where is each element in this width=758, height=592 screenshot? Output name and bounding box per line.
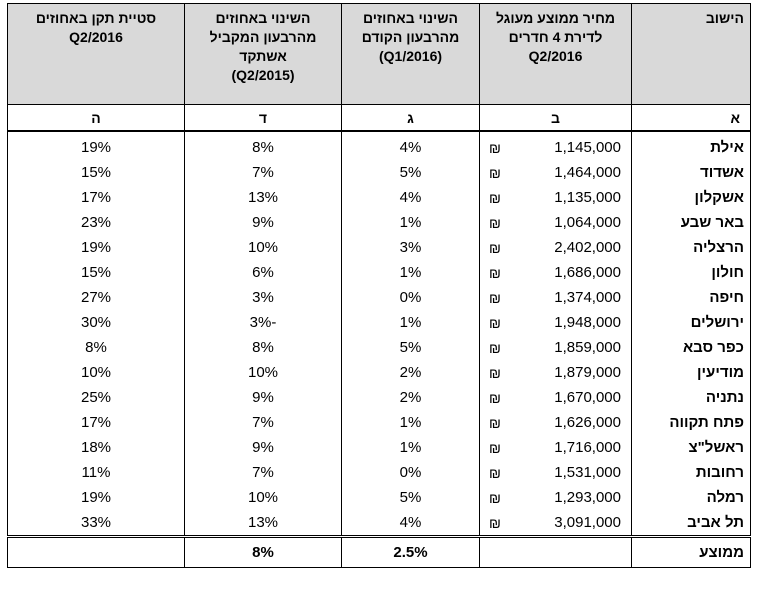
price-value: 2,402,000	[554, 239, 621, 256]
std-cell: 15%	[8, 260, 185, 285]
town-cell: מודיעין	[632, 360, 751, 385]
header-price-line-3: Q2/2016	[528, 48, 583, 64]
table-row	[8, 410, 751, 435]
table-row	[8, 385, 751, 410]
column-letters-row	[8, 105, 751, 132]
header-qoq-line-2: מהרבעון הקודם	[361, 29, 460, 45]
letter-town: א	[632, 105, 751, 132]
price-cell	[480, 510, 632, 537]
yoy-cell: 8%	[185, 131, 342, 160]
town-cell: אשקלון	[632, 185, 751, 210]
town-cell: הרצליה	[632, 235, 751, 260]
price-value: 1,716,000	[554, 439, 621, 456]
housing-price-table	[7, 3, 751, 568]
yoy-cell: 7%	[185, 160, 342, 185]
price-value: 1,374,000	[554, 289, 621, 306]
yoy-cell: 3%	[185, 285, 342, 310]
qoq-cell: 0%	[342, 285, 480, 310]
std-cell: 8%	[8, 335, 185, 360]
price-cell	[480, 235, 632, 260]
price-cell	[480, 385, 632, 410]
shekel-icon: ₪	[489, 289, 501, 306]
table-row	[8, 285, 751, 310]
price-value: 1,145,000	[554, 139, 621, 156]
std-cell: 10%	[8, 360, 185, 385]
header-price	[480, 4, 632, 105]
price-cell	[480, 260, 632, 285]
table-row	[8, 210, 751, 235]
qoq-cell: 2%	[342, 360, 480, 385]
header-town-label: הישוב	[705, 10, 744, 26]
letter-price: ב	[480, 105, 632, 132]
average-std	[8, 537, 185, 568]
std-cell: 19%	[8, 485, 185, 510]
yoy-cell: 10%	[185, 360, 342, 385]
qoq-cell: 4%	[342, 131, 480, 160]
price-cell	[480, 360, 632, 385]
header-yoy	[185, 4, 342, 105]
header-yoy-line-2: מהרבעון המקביל	[209, 29, 317, 45]
qoq-cell: 4%	[342, 510, 480, 537]
letter-std: ה	[8, 105, 185, 132]
price-cell	[480, 131, 632, 160]
header-std-line-1: סטיית תקן באחוזים	[35, 10, 157, 26]
price-cell	[480, 335, 632, 360]
price-value: 1,464,000	[554, 164, 621, 181]
std-cell: 30%	[8, 310, 185, 335]
letter-yoy: ד	[185, 105, 342, 132]
price-cell	[480, 285, 632, 310]
town-cell: חיפה	[632, 285, 751, 310]
table-row	[8, 235, 751, 260]
header-qoq	[342, 4, 480, 105]
qoq-cell: 1%	[342, 410, 480, 435]
std-cell: 33%	[8, 510, 185, 537]
yoy-cell: 13%	[185, 510, 342, 537]
header-std	[8, 4, 185, 105]
price-value: 3,091,000	[554, 514, 621, 531]
price-cell	[480, 185, 632, 210]
table-row	[8, 460, 751, 485]
qoq-cell: 2%	[342, 385, 480, 410]
letter-qoq: ג	[342, 105, 480, 132]
qoq-cell: 5%	[342, 335, 480, 360]
price-cell	[480, 410, 632, 435]
price-cell	[480, 435, 632, 460]
price-cell	[480, 310, 632, 335]
table-row	[8, 185, 751, 210]
std-cell: 18%	[8, 435, 185, 460]
town-cell: תל אביב	[632, 510, 751, 537]
shekel-icon: ₪	[489, 264, 501, 281]
shekel-icon: ₪	[489, 239, 501, 256]
town-cell: אילת	[632, 131, 751, 160]
qoq-cell: 1%	[342, 310, 480, 335]
shekel-icon: ₪	[489, 139, 501, 156]
price-value: 1,293,000	[554, 489, 621, 506]
qoq-cell: 1%	[342, 260, 480, 285]
std-cell: 19%	[8, 131, 185, 160]
table-row	[8, 131, 751, 160]
table-row	[8, 435, 751, 460]
town-cell: חולון	[632, 260, 751, 285]
average-price	[480, 537, 632, 568]
town-cell: באר שבע	[632, 210, 751, 235]
town-cell: כפר סבא	[632, 335, 751, 360]
price-cell	[480, 485, 632, 510]
price-value: 1,064,000	[554, 214, 621, 231]
yoy-cell: -3%	[185, 310, 342, 335]
table-body	[8, 131, 751, 537]
header-yoy-line-3: אשתקד	[239, 48, 287, 64]
table-row	[8, 485, 751, 510]
shekel-icon: ₪	[489, 414, 501, 431]
yoy-cell: 10%	[185, 235, 342, 260]
town-cell: רמלה	[632, 485, 751, 510]
header-std-line-2: Q2/2016	[69, 29, 123, 45]
price-value: 1,879,000	[554, 364, 621, 381]
town-cell: ירושלים	[632, 310, 751, 335]
yoy-cell: 9%	[185, 385, 342, 410]
yoy-cell: 7%	[185, 460, 342, 485]
yoy-cell: 8%	[185, 335, 342, 360]
std-cell: 19%	[8, 235, 185, 260]
std-cell: 15%	[8, 160, 185, 185]
qoq-cell: 3%	[342, 235, 480, 260]
qoq-cell: 5%	[342, 485, 480, 510]
town-cell: רחובות	[632, 460, 751, 485]
average-label: ממוצע	[632, 537, 751, 568]
qoq-cell: 1%	[342, 210, 480, 235]
average-qoq: 2.5%	[342, 537, 480, 568]
header-yoy-line-4: (Q2/2015)	[231, 67, 295, 83]
shekel-icon: ₪	[489, 389, 501, 406]
std-cell: 27%	[8, 285, 185, 310]
shekel-icon: ₪	[489, 164, 501, 181]
price-value: 1,626,000	[554, 414, 621, 431]
std-cell: 23%	[8, 210, 185, 235]
price-cell	[480, 210, 632, 235]
yoy-cell: 7%	[185, 410, 342, 435]
shekel-icon: ₪	[489, 214, 501, 231]
town-cell: פתח תקווה	[632, 410, 751, 435]
average-yoy: 8%	[185, 537, 342, 568]
shekel-icon: ₪	[489, 489, 501, 506]
header-qoq-line-1: השינוי באחוזים	[362, 10, 458, 26]
town-cell: נתניה	[632, 385, 751, 410]
table-row	[8, 335, 751, 360]
header-row	[8, 4, 751, 105]
yoy-cell: 9%	[185, 435, 342, 460]
header-yoy-line-1: השינוי באחוזים	[215, 10, 311, 26]
shekel-icon: ₪	[489, 464, 501, 481]
yoy-cell: 9%	[185, 210, 342, 235]
price-value: 1,859,000	[554, 339, 621, 356]
yoy-cell: 6%	[185, 260, 342, 285]
table-row	[8, 160, 751, 185]
price-value: 1,135,000	[554, 189, 621, 206]
average-row	[8, 537, 751, 568]
shekel-icon: ₪	[489, 514, 501, 531]
table-row	[8, 310, 751, 335]
table-row	[8, 260, 751, 285]
header-qoq-line-3: (Q1/2016)	[378, 48, 443, 64]
town-cell: ראשל"צ	[632, 435, 751, 460]
std-cell: 25%	[8, 385, 185, 410]
shekel-icon: ₪	[489, 439, 501, 456]
yoy-cell: 13%	[185, 185, 342, 210]
price-value: 1,948,000	[554, 314, 621, 331]
std-cell: 17%	[8, 410, 185, 435]
shekel-icon: ₪	[489, 314, 501, 331]
price-cell	[480, 160, 632, 185]
shekel-icon: ₪	[489, 189, 501, 206]
qoq-cell: 0%	[342, 460, 480, 485]
table-row	[8, 510, 751, 537]
price-cell	[480, 460, 632, 485]
std-cell: 11%	[8, 460, 185, 485]
qoq-cell: 5%	[342, 160, 480, 185]
price-value: 1,670,000	[554, 389, 621, 406]
shekel-icon: ₪	[489, 364, 501, 381]
header-town	[632, 4, 751, 105]
qoq-cell: 4%	[342, 185, 480, 210]
price-value: 1,531,000	[554, 464, 621, 481]
std-cell: 17%	[8, 185, 185, 210]
town-cell: אשדוד	[632, 160, 751, 185]
table-row	[8, 360, 751, 385]
price-value: 1,686,000	[554, 264, 621, 281]
yoy-cell: 10%	[185, 485, 342, 510]
header-price-line-2: לדירת 4 חדרים	[508, 29, 603, 45]
shekel-icon: ₪	[489, 339, 501, 356]
header-price-line-1: מחיר ממוצע מעוגל	[495, 10, 616, 26]
qoq-cell: 1%	[342, 435, 480, 460]
